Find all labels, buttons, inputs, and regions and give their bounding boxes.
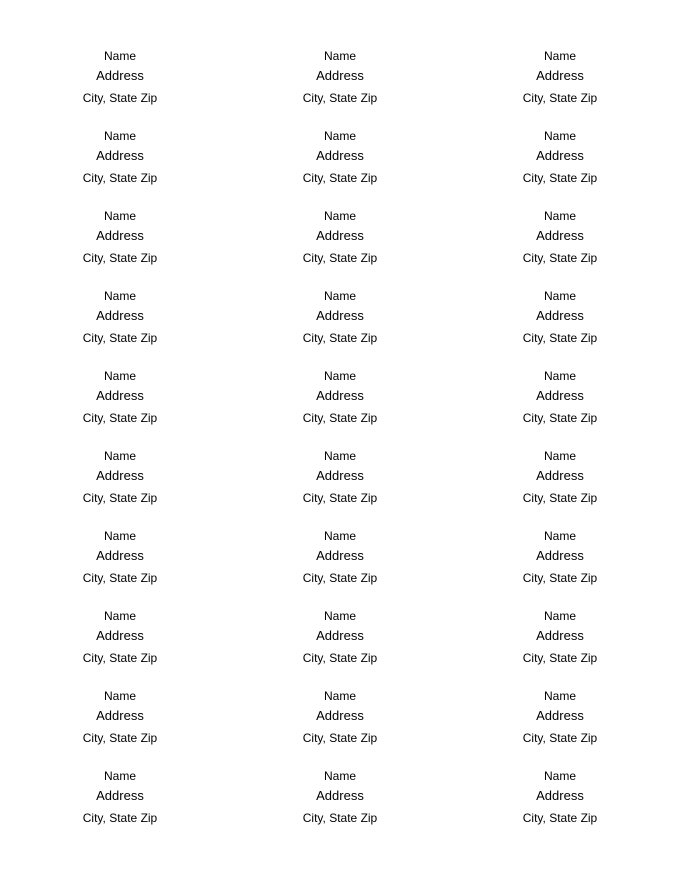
address-label	[230, 680, 450, 760]
label-address: Address	[316, 68, 364, 83]
label-city-state-zip: City, State Zip	[82, 651, 158, 665]
label-address: Address	[536, 388, 584, 403]
label-city-state-zip: City, State Zip	[82, 331, 158, 345]
label-address: Address	[536, 708, 584, 723]
label-address: Address	[316, 308, 364, 323]
label-address: Address	[316, 788, 364, 803]
label-city-state-zip: City, State Zip	[302, 171, 378, 185]
label-address: Address	[96, 628, 144, 643]
label-address: Address	[316, 468, 364, 483]
address-label	[10, 600, 230, 680]
label-city-state-zip: City, State Zip	[522, 651, 598, 665]
label-city-state-zip: City, State Zip	[522, 811, 598, 825]
address-label	[10, 40, 230, 120]
label-name: Name	[103, 529, 136, 543]
label-city-state-zip: City, State Zip	[82, 91, 158, 105]
label-name: Name	[323, 609, 356, 623]
address-label	[450, 760, 670, 840]
label-name: Name	[323, 289, 356, 303]
label-city-state-zip: City, State Zip	[302, 411, 378, 425]
label-address: Address	[316, 388, 364, 403]
label-city-state-zip: City, State Zip	[302, 491, 378, 505]
label-address: Address	[316, 708, 364, 723]
label-name: Name	[543, 129, 576, 143]
label-city-state-zip: City, State Zip	[82, 491, 158, 505]
label-address: Address	[96, 68, 144, 83]
label-city-state-zip: City, State Zip	[82, 171, 158, 185]
label-city-state-zip: City, State Zip	[522, 411, 598, 425]
address-label	[450, 360, 670, 440]
address-label	[450, 200, 670, 280]
label-city-state-zip: City, State Zip	[302, 91, 378, 105]
label-name: Name	[323, 529, 356, 543]
label-city-state-zip: City, State Zip	[302, 331, 378, 345]
label-name: Name	[543, 689, 576, 703]
label-city-state-zip: City, State Zip	[302, 731, 378, 745]
label-address: Address	[96, 228, 144, 243]
label-name: Name	[323, 49, 356, 63]
label-address: Address	[96, 548, 144, 563]
label-address: Address	[536, 628, 584, 643]
address-label	[450, 680, 670, 760]
label-name: Name	[323, 129, 356, 143]
label-name: Name	[543, 49, 576, 63]
label-address: Address	[316, 628, 364, 643]
address-label	[10, 280, 230, 360]
label-name: Name	[323, 769, 356, 783]
label-address: Address	[316, 548, 364, 563]
label-name: Name	[103, 449, 136, 463]
address-label	[230, 280, 450, 360]
label-name: Name	[543, 289, 576, 303]
label-city-state-zip: City, State Zip	[522, 171, 598, 185]
label-city-state-zip: City, State Zip	[522, 251, 598, 265]
address-label	[230, 200, 450, 280]
label-city-state-zip: City, State Zip	[522, 91, 598, 105]
label-name: Name	[323, 209, 356, 223]
label-city-state-zip: City, State Zip	[82, 411, 158, 425]
label-address: Address	[96, 468, 144, 483]
address-label	[230, 40, 450, 120]
address-label	[10, 360, 230, 440]
address-label	[10, 120, 230, 200]
label-name: Name	[323, 449, 356, 463]
label-city-state-zip: City, State Zip	[302, 651, 378, 665]
label-name: Name	[323, 689, 356, 703]
address-label	[230, 440, 450, 520]
label-name: Name	[103, 609, 136, 623]
label-city-state-zip: City, State Zip	[522, 571, 598, 585]
address-label	[10, 760, 230, 840]
address-label	[10, 440, 230, 520]
label-name: Name	[543, 609, 576, 623]
label-sheet	[10, 40, 670, 840]
label-address: Address	[96, 148, 144, 163]
label-address: Address	[536, 148, 584, 163]
label-city-state-zip: City, State Zip	[302, 251, 378, 265]
label-address: Address	[536, 468, 584, 483]
label-address: Address	[316, 228, 364, 243]
address-label	[10, 200, 230, 280]
label-city-state-zip: City, State Zip	[82, 811, 158, 825]
address-label	[450, 520, 670, 600]
label-name: Name	[543, 529, 576, 543]
label-address: Address	[536, 548, 584, 563]
label-address: Address	[536, 788, 584, 803]
label-city-state-zip: City, State Zip	[522, 331, 598, 345]
label-address: Address	[96, 708, 144, 723]
address-label	[10, 520, 230, 600]
label-address: Address	[316, 148, 364, 163]
label-name: Name	[543, 449, 576, 463]
address-label	[230, 120, 450, 200]
label-name: Name	[543, 209, 576, 223]
address-label	[450, 600, 670, 680]
label-address: Address	[96, 308, 144, 323]
address-label	[450, 40, 670, 120]
address-label	[230, 760, 450, 840]
label-name: Name	[323, 369, 356, 383]
address-label	[230, 520, 450, 600]
label-address: Address	[96, 388, 144, 403]
label-address: Address	[536, 308, 584, 323]
label-city-state-zip: City, State Zip	[82, 251, 158, 265]
address-label	[230, 600, 450, 680]
address-label	[450, 280, 670, 360]
label-city-state-zip: City, State Zip	[302, 571, 378, 585]
label-address: Address	[536, 68, 584, 83]
label-name: Name	[103, 369, 136, 383]
address-label	[450, 120, 670, 200]
label-name: Name	[543, 769, 576, 783]
label-city-state-zip: City, State Zip	[302, 811, 378, 825]
address-label	[450, 440, 670, 520]
label-name: Name	[103, 129, 136, 143]
address-label	[10, 680, 230, 760]
label-city-state-zip: City, State Zip	[522, 731, 598, 745]
label-city-state-zip: City, State Zip	[522, 491, 598, 505]
label-name: Name	[103, 689, 136, 703]
label-address: Address	[536, 228, 584, 243]
label-city-state-zip: City, State Zip	[82, 571, 158, 585]
label-name: Name	[103, 49, 136, 63]
address-label	[230, 360, 450, 440]
label-name: Name	[103, 769, 136, 783]
label-city-state-zip: City, State Zip	[82, 731, 158, 745]
label-name: Name	[543, 369, 576, 383]
label-address: Address	[96, 788, 144, 803]
label-name: Name	[103, 289, 136, 303]
label-name: Name	[103, 209, 136, 223]
